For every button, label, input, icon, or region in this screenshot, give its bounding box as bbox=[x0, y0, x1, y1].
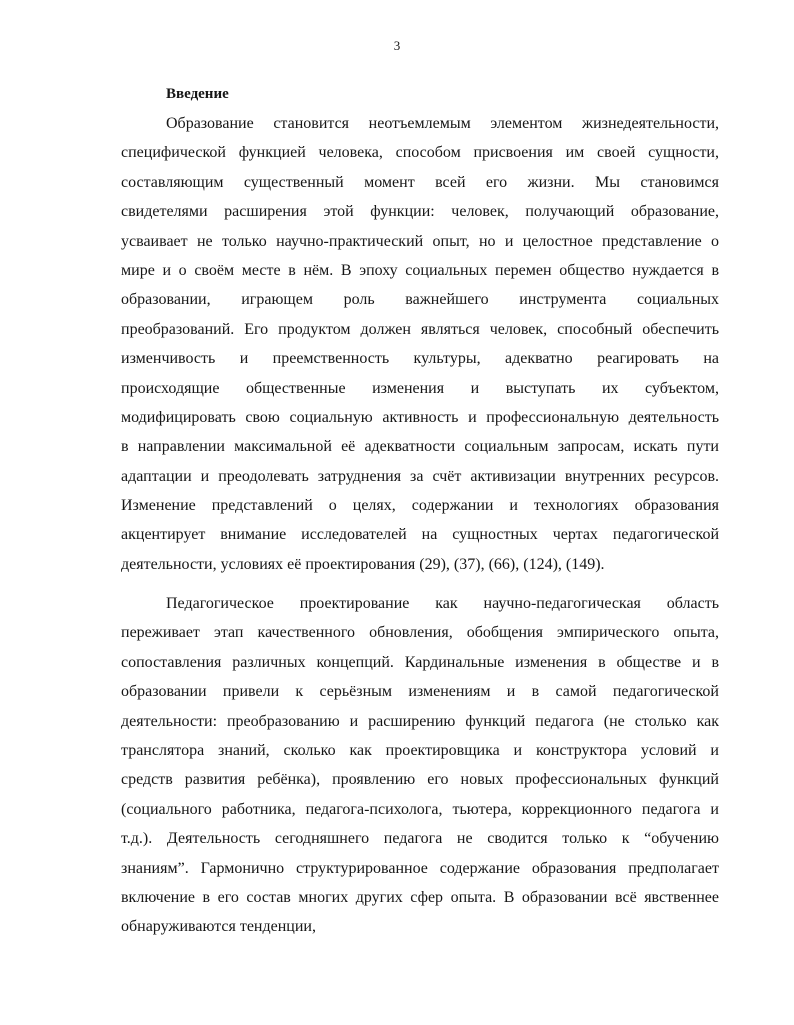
paragraph-line: Изменение представлений о целях, содержании и технологиях образования bbox=[121, 497, 719, 515]
paragraph-line: акцентирует внимание исследователей на сущностных чертах педагогической bbox=[121, 526, 719, 544]
paragraph-line: адаптации и преодолевать затруднения за счёт активизации внутренних ресурсов. bbox=[121, 467, 719, 485]
paragraph-line: происходящие общественные изменения и выступать их субъектом, bbox=[121, 379, 719, 397]
paragraph-line: преобразований. Его продуктом должен являться человек, способный обеспечить bbox=[121, 320, 719, 338]
paragraph-line: Образование становится неотъемлемым элементом жизнедеятельности, bbox=[166, 115, 719, 132]
paragraph-line: образовании, играющем роль важнейшего инструмента социальных bbox=[121, 291, 719, 309]
paragraph-line: свидетелями расширения этой функции: человек, получающий образование, bbox=[121, 203, 719, 221]
paragraph-line: составляющим существенный момент всей его жизни. Мы становимся bbox=[121, 173, 719, 191]
paragraph-line: включение в его состав многих других сфер опыта. В образовании всё явственнее bbox=[121, 888, 719, 906]
paragraph-line: т.д.). Деятельность сегодняшнего педагога не сводится только к “обучению bbox=[121, 830, 719, 848]
paragraph-line: (социального работника, педагога-психолога, тьютера, коррекционного педагога и bbox=[121, 800, 719, 818]
paragraph-line: средств развития ребёнка), проявлению его новых профессиональных функций bbox=[121, 771, 719, 789]
paragraph-line: модифицировать свою социальную активность и профессиональную деятельность bbox=[121, 408, 719, 426]
paragraph-line: образовании привели к серьёзным изменениям и в самой педагогической bbox=[121, 683, 719, 701]
paragraph-line: знаниям”. Гармонично структурированное содержание образования предполагает bbox=[121, 859, 719, 877]
paragraph-line: мире и о своём месте в нём. В эпоху социальных перемен общество нуждается в bbox=[121, 261, 719, 279]
paragraph-2 bbox=[121, 589, 719, 942]
paragraph-line: Педагогическое проектирование как научно-педагогическая область bbox=[166, 595, 719, 612]
paragraph-line: сопоставления различных концепций. Кардинальные изменения в обществе и в bbox=[121, 653, 719, 671]
paragraph-line: изменчивость и преемственность культуры, адекватно реагировать на bbox=[121, 350, 719, 368]
paragraph-line: деятельности, условиях её проектирования (29), (37), (66), (124), (149). bbox=[121, 555, 605, 573]
paragraph-line: деятельности: преобразованию и расширению функций педагога (не столько как bbox=[121, 712, 719, 730]
paragraph-line: переживает этап качественного обновления, обобщения эмпирического опыта, bbox=[121, 624, 719, 642]
page-number: 3 bbox=[393, 38, 401, 53]
paragraph-1 bbox=[121, 109, 719, 579]
paragraph-line: в направлении максимальной её адекватности социальным запросам, искать пути bbox=[121, 438, 719, 456]
paragraph-line: транслятора знаний, сколько как проектировщика и конструктора условий и bbox=[121, 741, 719, 759]
paragraph-line: усваивает не только научно-практический опыт, но и целостное представление о bbox=[121, 232, 719, 250]
paragraph-line: обнаруживаются тенденции, bbox=[121, 918, 316, 936]
section-heading: Введение bbox=[166, 86, 229, 102]
paragraph-line: специфической функцией человека, способом присвоения им своей сущности, bbox=[121, 144, 719, 162]
